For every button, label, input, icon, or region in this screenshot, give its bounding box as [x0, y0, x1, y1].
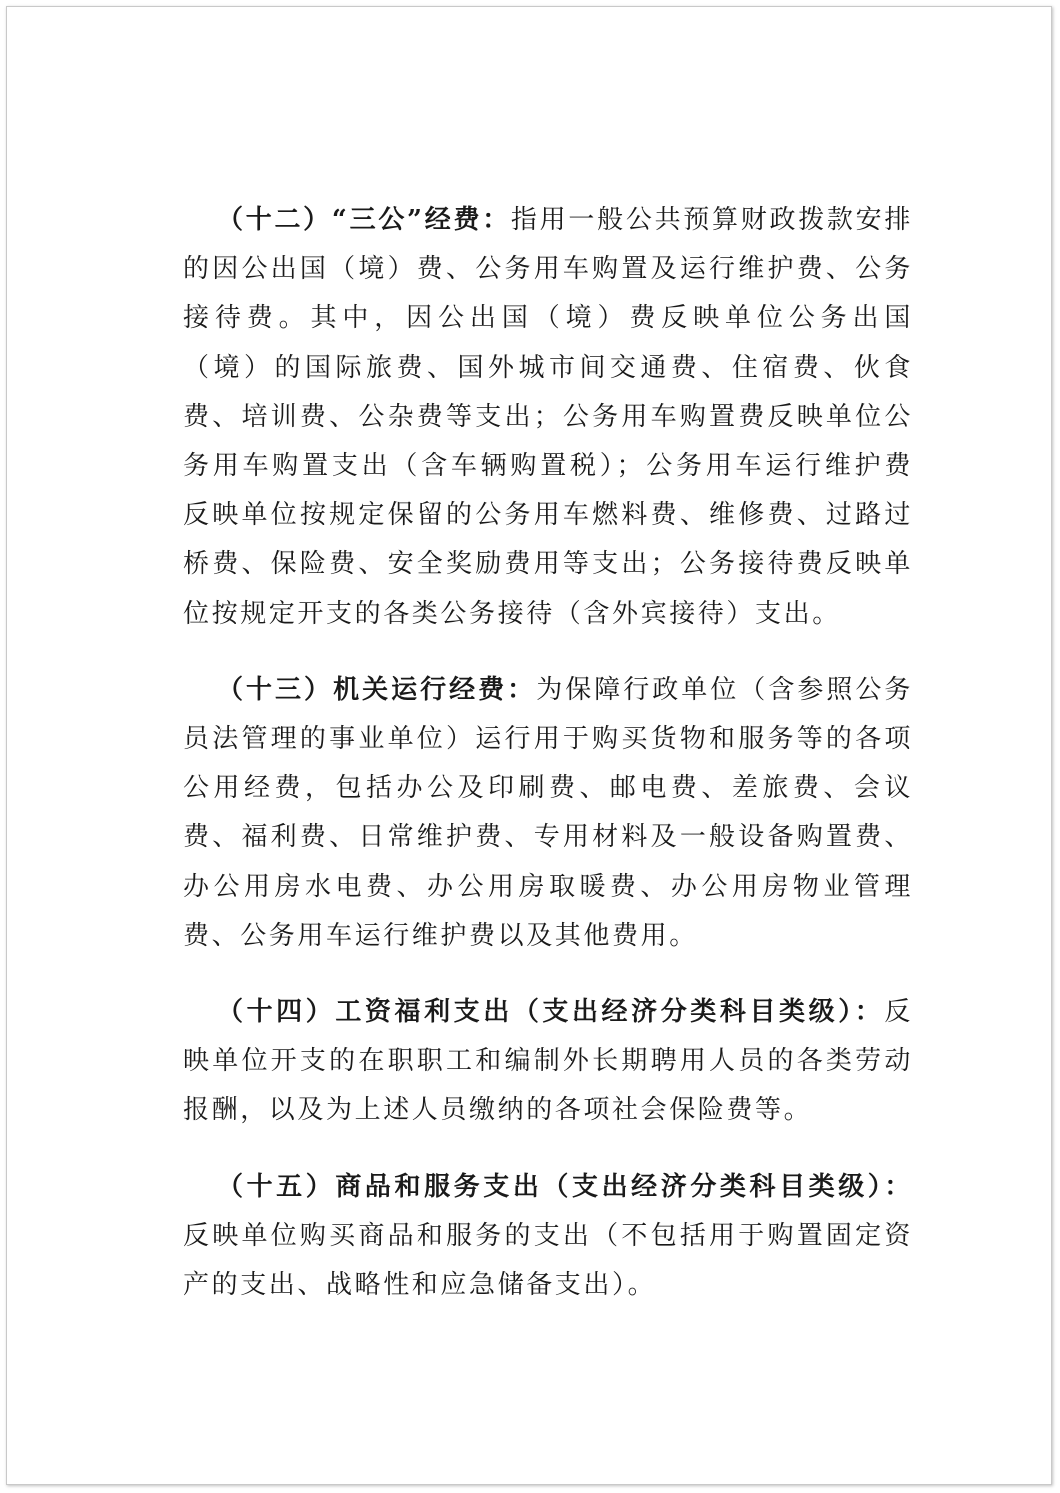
paragraph-san-gong-expenses — [183, 196, 913, 639]
paragraph-text: 为保障行政单位（含参照公务员法管理的事业单位）运行用于购买货物和服务等的各项公用经费，包括办公及印刷费、邮电费、差旅费、会议费、福利费、日常维护费、专用材料及一般设备购置费、办公用房水电费、办公用房取暖费、办公用房物业管理费、公务用车运行维护费以及其他费用。 — [183, 674, 913, 951]
paragraph-text: 反映单位开支的在职职工和编制外长期聘用人员的各类劳动报酬，以及为上述人员缴纳的各项社会保险费等。 — [183, 997, 913, 1126]
paragraph-heading: （十五）商品和服务支出（支出经济分类科目类级）： — [217, 1171, 913, 1202]
paragraph-agency-operating-expenses — [183, 666, 913, 961]
paragraph-wage-welfare-expenditure — [183, 988, 913, 1136]
paragraph-goods-services-expenditure — [183, 1163, 913, 1311]
document-body — [183, 196, 913, 1310]
paragraph-text: 反映单位购买商品和服务的支出（不包括用于购置固定资产的支出、战略性和应急储备支出）。 — [183, 1220, 913, 1301]
paragraph-text: 指用一般公共预算财政拨款安排的因公出国（境）费、公务用车购置及运行维护费、公务接待费。其中，因公出国（境）费反映单位公务出国（境）的国际旅费、国外城市间交通费、住宿费、伙食费、培训费、公杂费等支出；公务用车购置费反映单位公务用车购置支出（含车辆购置税）；公务用车运行维护费反映单位按规定保留的公务用车燃料费、维修费、过路过桥费、保险费、安全奖励费用等支出；公务接待费反映单位按规定开支的各类公务接待（含外宾接待）支出。 — [183, 205, 913, 629]
paragraph-heading: （十二）“三公”经费： — [217, 205, 511, 235]
paragraph-heading: （十三）机关运行经费： — [217, 674, 537, 705]
paragraph-heading: （十四）工资福利支出（支出经济分类科目类级）： — [217, 997, 885, 1028]
